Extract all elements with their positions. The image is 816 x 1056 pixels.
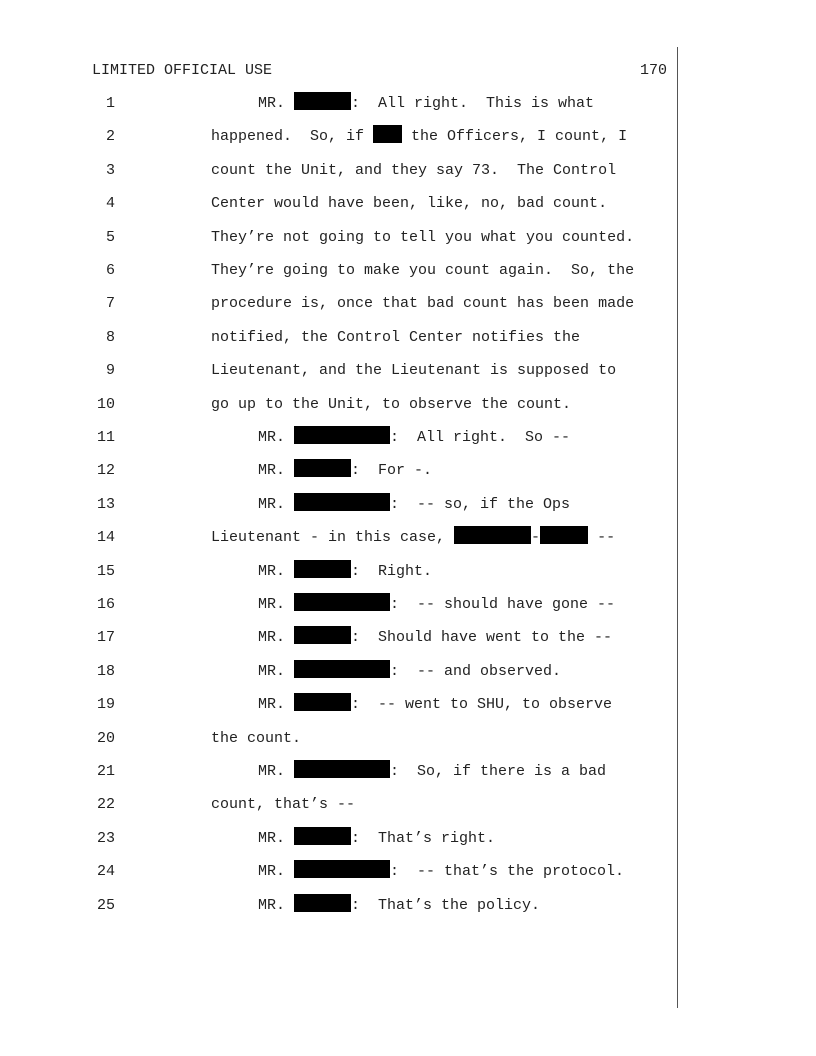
- text-segment: : Should have went to the --: [351, 629, 613, 647]
- line-number: 16: [96, 596, 115, 613]
- transcript-line: [0, 593, 680, 617]
- transcript-line: [0, 92, 680, 116]
- redaction-box: [454, 526, 531, 544]
- line-text: [211, 793, 355, 817]
- transcript-line: [0, 727, 680, 751]
- text-segment: procedure is, once that bad count has been made: [211, 295, 635, 313]
- line-text: [211, 727, 301, 751]
- text-segment: MR.: [258, 429, 295, 446]
- line-text: [258, 493, 570, 517]
- text-segment: MR.: [258, 562, 295, 580]
- text-segment: count, that’s --: [211, 796, 356, 814]
- transcript-line: [0, 226, 680, 250]
- text-segment: Center would have been, like, no, bad count.: [211, 195, 608, 213]
- text-segment: : All right. So --: [390, 429, 571, 446]
- line-text: [211, 125, 627, 149]
- line-number: 12: [96, 462, 115, 480]
- transcript-line: [0, 259, 680, 283]
- line-number: 5: [105, 228, 115, 246]
- line-text: [211, 292, 634, 316]
- transcript-line: [0, 326, 680, 350]
- line-text: [258, 894, 540, 918]
- text-segment: They’re not going to tell you what you counted.: [211, 228, 635, 246]
- text-segment: Lieutenant - in this case,: [211, 529, 455, 547]
- text-segment: MR.: [258, 462, 295, 480]
- redaction-box: [540, 526, 588, 544]
- transcript-line: [0, 860, 680, 884]
- transcript-line: [0, 760, 680, 784]
- line-text: [258, 693, 612, 717]
- transcript-line: [0, 159, 680, 183]
- line-number: 8: [105, 328, 115, 346]
- transcript-line: [0, 292, 680, 316]
- transcript-line: [0, 626, 680, 650]
- text-segment: the Officers, I count, I: [402, 128, 628, 146]
- line-text: [211, 259, 634, 283]
- text-segment: : That’s right.: [351, 829, 496, 847]
- line-text: [258, 426, 570, 450]
- line-number: 9: [105, 362, 115, 380]
- line-number: 4: [105, 195, 115, 213]
- text-segment: go up to the Unit, to observe the count.: [211, 395, 572, 413]
- line-number: 15: [96, 562, 115, 580]
- line-text: [258, 459, 432, 483]
- redaction-box: [294, 459, 351, 477]
- text-segment: MR.: [258, 662, 295, 680]
- line-number: 19: [96, 696, 115, 714]
- text-segment: : -- and observed.: [390, 662, 562, 680]
- line-number: 24: [96, 863, 115, 881]
- transcript-line: [0, 660, 680, 684]
- line-text: [258, 593, 615, 617]
- text-segment: MR.: [258, 896, 295, 914]
- redaction-box: [294, 593, 390, 611]
- text-segment: : So, if there is a bad: [390, 763, 607, 780]
- text-segment: MR.: [258, 829, 295, 847]
- text-segment: count the Unit, and they say 73. The Control: [211, 161, 617, 179]
- line-number: 23: [96, 829, 115, 847]
- text-segment: the count.: [211, 729, 302, 747]
- line-text: [258, 760, 606, 784]
- transcript-line: [0, 192, 680, 216]
- transcript-line: [0, 560, 680, 584]
- line-number: 25: [96, 896, 115, 914]
- redaction-box: [294, 426, 390, 444]
- text-segment: : For -.: [351, 462, 433, 480]
- line-text: [211, 226, 634, 250]
- line-number: 21: [96, 763, 115, 780]
- text-segment: : That’s the policy.: [351, 896, 541, 914]
- redaction-box: [373, 125, 402, 143]
- text-segment: : Right.: [351, 562, 433, 580]
- line-text: [211, 159, 616, 183]
- line-text: [211, 526, 615, 550]
- transcript-line: [0, 393, 680, 417]
- redaction-box: [294, 626, 351, 644]
- line-text: [258, 660, 561, 684]
- text-segment: -: [531, 529, 541, 547]
- line-number: 13: [96, 495, 115, 513]
- line-number: 3: [105, 161, 115, 179]
- line-text: [258, 860, 624, 884]
- text-segment: happened. So, if: [211, 128, 374, 146]
- transcript-line: [0, 526, 680, 550]
- text-segment: MR.: [258, 629, 295, 647]
- text-segment: MR.: [258, 495, 295, 513]
- line-number: 2: [105, 128, 115, 146]
- line-text: [258, 92, 594, 116]
- line-text: [211, 393, 571, 417]
- redaction-box: [294, 894, 351, 912]
- line-number: 18: [96, 662, 115, 680]
- text-segment: They’re going to make you count again. So, the: [211, 262, 635, 279]
- transcript-line: [0, 894, 680, 918]
- transcript-line: [0, 693, 680, 717]
- line-text: [258, 560, 432, 584]
- transcript-line: [0, 827, 680, 851]
- text-segment: MR.: [258, 696, 295, 714]
- line-text: [258, 827, 495, 851]
- transcript-line: [0, 459, 680, 483]
- classification-header: LIMITED OFFICIAL USE: [92, 62, 273, 79]
- transcript-line: [0, 125, 680, 149]
- line-text: [258, 626, 612, 650]
- redaction-box: [294, 693, 351, 711]
- text-segment: --: [588, 529, 616, 547]
- line-number: 17: [96, 629, 115, 647]
- text-segment: MR.: [258, 863, 295, 881]
- line-number: 22: [96, 796, 115, 814]
- line-number: 7: [105, 295, 115, 313]
- transcript-line: [0, 426, 680, 450]
- text-segment: : -- so, if the Ops: [390, 495, 571, 513]
- text-segment: Lieutenant, and the Lieutenant is supposed to: [211, 362, 617, 380]
- text-segment: notified, the Control Center notifies the: [211, 328, 581, 346]
- line-number: 14: [96, 529, 115, 547]
- line-number: 1: [105, 95, 115, 112]
- transcript-line: [0, 493, 680, 517]
- redaction-box: [294, 860, 390, 878]
- redaction-box: [294, 92, 351, 110]
- redaction-box: [294, 560, 351, 578]
- line-text: [211, 326, 580, 350]
- line-number: 11: [96, 429, 115, 446]
- line-text: [211, 359, 616, 383]
- line-number: 20: [96, 729, 115, 747]
- transcript-line: [0, 359, 680, 383]
- transcript-line: [0, 793, 680, 817]
- text-segment: : -- went to SHU, to observe: [351, 696, 613, 714]
- text-segment: MR.: [258, 95, 295, 112]
- line-text: [211, 192, 607, 216]
- text-segment: : -- that’s the protocol.: [390, 863, 625, 881]
- text-segment: : All right. This is what: [351, 95, 595, 112]
- line-number: 10: [96, 395, 115, 413]
- page-number: 170: [639, 62, 667, 79]
- redaction-box: [294, 827, 351, 845]
- redaction-box: [294, 760, 390, 778]
- text-segment: MR.: [258, 596, 295, 613]
- text-segment: MR.: [258, 763, 295, 780]
- redaction-box: [294, 660, 390, 678]
- redaction-box: [294, 493, 390, 511]
- text-segment: : -- should have gone --: [390, 596, 616, 613]
- line-number: 6: [105, 262, 115, 279]
